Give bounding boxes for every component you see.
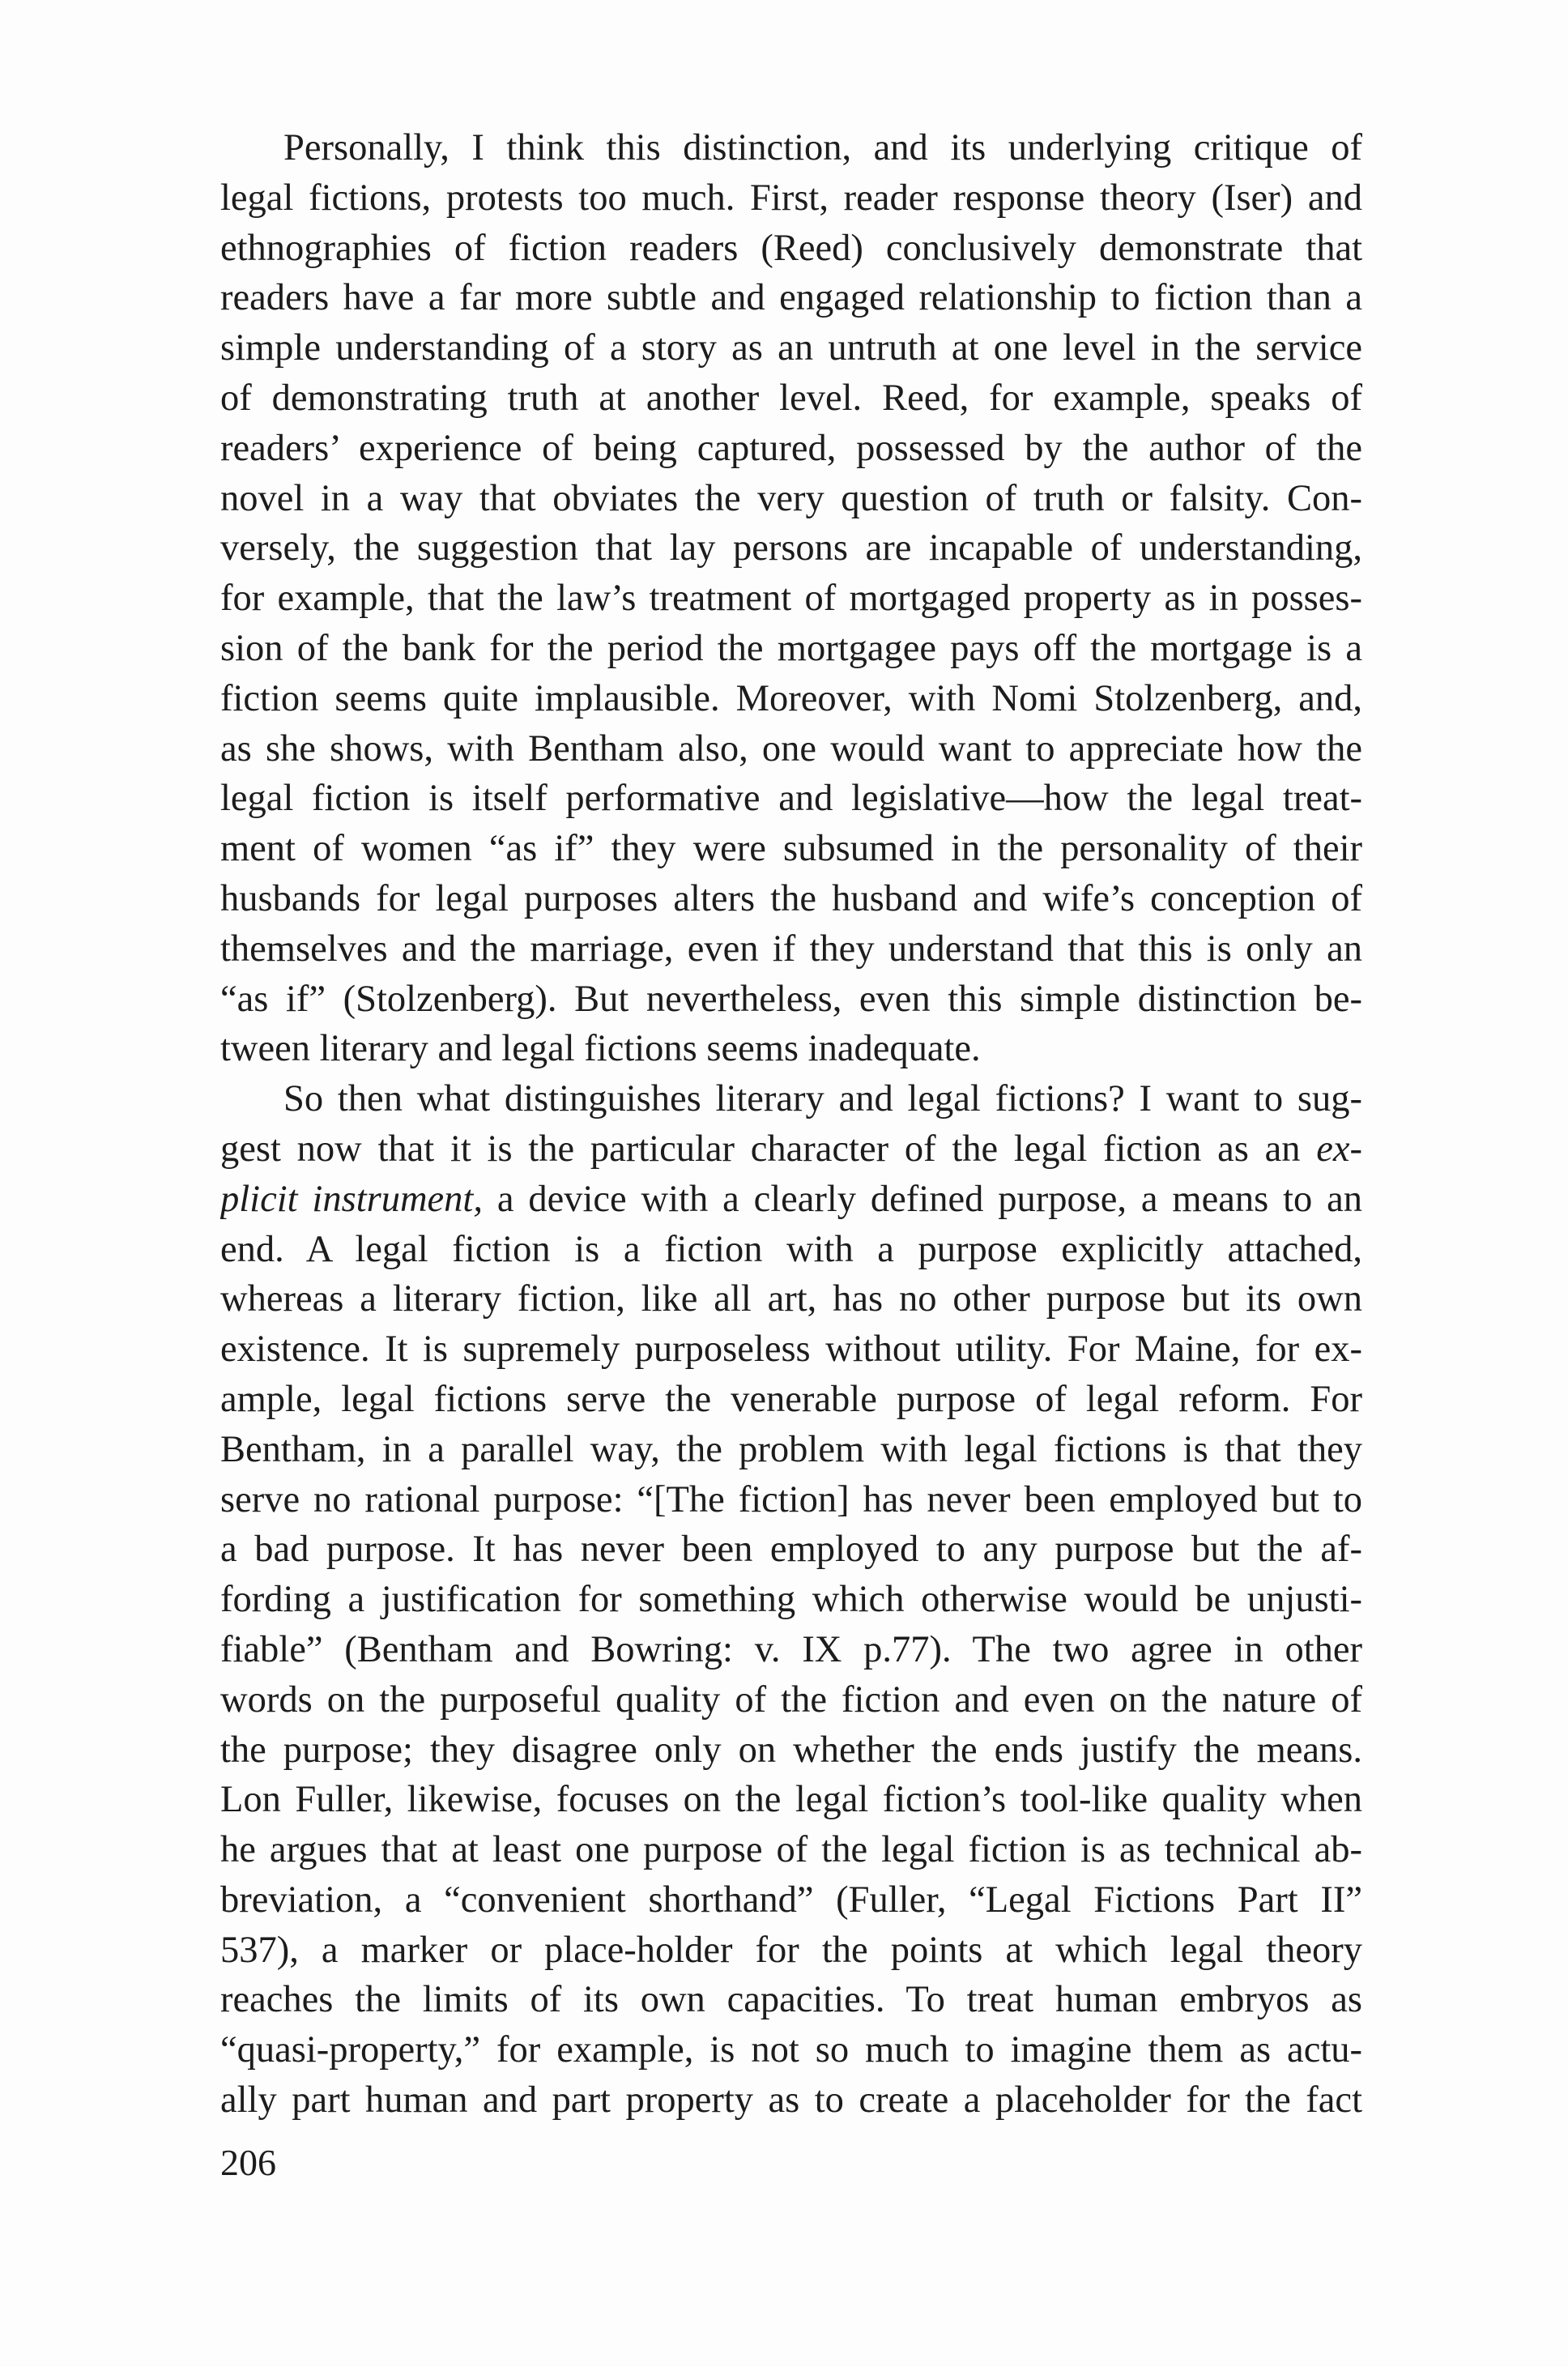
text-line: Personally, I think this distinction, and its underlying critique of [283,127,1362,168]
page-number: 206 [220,2142,276,2183]
text-line: whereas a literary fiction, like all art, has no other purpose but its own [220,1278,1362,1320]
body-text [220,123,1362,2126]
paragraph-1 [220,123,1362,1074]
text-line: readers have a far more subtle and engaged relationship to fiction than a [220,277,1362,319]
text-line: words on the purposeful quality of the fiction and even on the nature of [220,1678,1362,1721]
text-line: 537), a marker or place-holder for the points at which legal theory [220,1929,1362,1971]
text-line [220,1124,1362,1175]
text-line: legal fictions, protests too much. First, reader response theory (Iser) and [220,177,1362,219]
text-line: fording a justification for something which otherwise would be unjusti- [220,1579,1362,1621]
text-line: versely, the suggestion that lay persons are incapable of understanding, [220,527,1362,569]
text-line: novel in a way that obviates the very question of truth or falsity. Con- [220,477,1362,519]
text-line: Lon Fuller, likewise, focuses on the legal fiction’s tool-like quality when [220,1779,1362,1821]
text-line: he argues that at least one purpose of the legal fiction is as technical ab- [220,1829,1362,1871]
text-line: as she shows, with Bentham also, one would want to appreciate how the [220,727,1362,770]
paragraph-2 [220,1074,1362,2126]
paragraph-2-rest [220,1225,1362,2126]
text-line: ample, legal fictions serve the venerable purpose of legal reform. For [220,1378,1362,1420]
text-line: husbands for legal purposes alters the husband and wife’s conception of [220,877,1362,919]
text-line [220,1175,1362,1225]
text-line: existence. It is supremely purposeless without utility. For Maine, for ex- [220,1329,1362,1371]
text-line: So then what distinguishes literary and legal fictions? I want to sug- [283,1078,1362,1120]
italic-text: ex- [1316,1128,1362,1170]
text-line: serve no rational purpose: “[The fiction] has never been employed but to [220,1478,1362,1520]
text-line: ethnographies of fiction readers (Reed) conclusively demonstrate that [220,227,1362,269]
text-line: end. A legal fiction is a fiction with a purpose explicitly attached, [220,1228,1362,1270]
italic-text: plicit instrument, [220,1178,483,1220]
text-line: Bentham, in a parallel way, the problem with legal fictions is that they [220,1428,1362,1470]
text-line: themselves and the marriage, even if they understand that this is only an [220,928,1362,970]
text-line: for example, that the law’s treatment of mortgaged property as in posses- [220,578,1362,620]
text-line: ally part human and part property as to create a placeholder for the fact [220,2079,1362,2122]
text-line: breviation, a “convenient shorthand” (Fuller, “Legal Fictions Part II” [220,1879,1362,1921]
text-line: “quasi-property,” for example, is not so much to imagine them as actu- [220,2029,1362,2071]
text-line: fiction seems quite implausible. Moreover, with Nomi Stolzenberg, and, [220,677,1362,719]
text-line: “as if” (Stolzenberg). But nevertheless, even this simple distinction be- [220,978,1362,1020]
text-line: readers’ experience of being captured, possessed by the author of the [220,427,1362,469]
text-line: legal fiction is itself performative and legislative—how the legal treat- [220,778,1362,820]
text-line: of demonstrating truth at another level. Reed, for example, speaks of [220,377,1362,419]
text-line: fiable” (Bentham and Bowring: v. IX p.77). The two agree in other [220,1628,1362,1670]
text-line: tween literary and legal fictions seems inadequate. [220,1028,981,1070]
text-line: sion of the bank for the period the mortgagee pays off the mortgage is a [220,627,1362,669]
text-line: reaches the limits of its own capacities. To treat human embryos as [220,1979,1362,2021]
text-span: a device with a clearly defined purpose, a means to an [482,1178,1362,1220]
text-line: ment of women “as if” they were subsumed in the personality of their [220,828,1362,870]
text-line: simple understanding of a story as an untruth at one level in the service [220,327,1362,369]
text-line: the purpose; they disagree only on whether the ends justify the means. [220,1729,1362,1771]
text-line: a bad purpose. It has never been employed to any purpose but the af- [220,1529,1362,1571]
text-span: gest now that it is the particular character of the legal fiction as an [220,1128,1317,1170]
